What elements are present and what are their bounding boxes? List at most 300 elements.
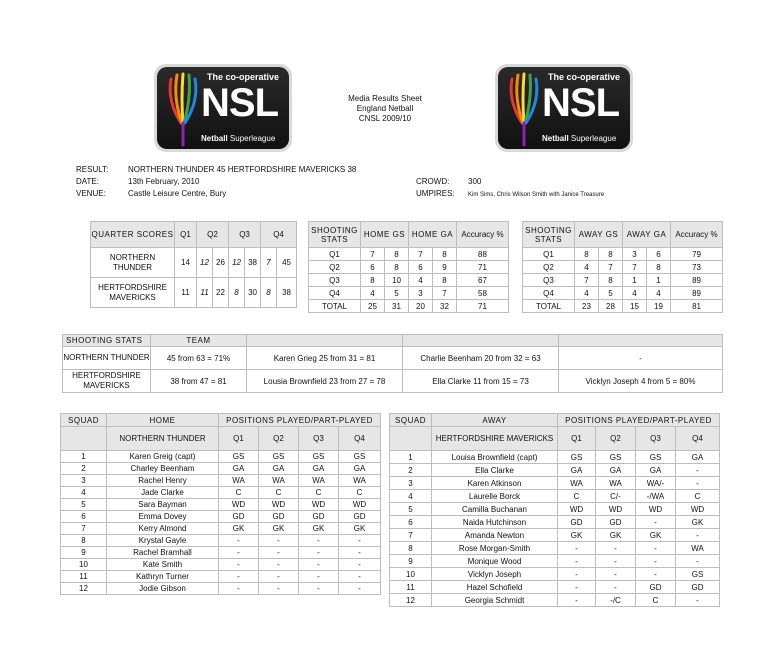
logo-main-text: NSL xyxy=(201,81,278,125)
table-cell: 7 xyxy=(575,274,599,287)
table-row xyxy=(309,287,509,300)
table-row xyxy=(309,261,509,274)
table-cell: 4 xyxy=(575,287,599,300)
stat-cell: Charlie Beenham 20 from 32 = 63 xyxy=(403,347,559,370)
table-cell: - xyxy=(676,464,720,477)
score-cell: 12 xyxy=(229,248,245,278)
table-cell: - xyxy=(339,559,381,571)
table-cell: 9 xyxy=(61,547,107,559)
table-cell: 3 xyxy=(623,248,647,261)
table-cell: 3 xyxy=(61,475,107,487)
table-row xyxy=(63,370,723,393)
table-cell: 71 xyxy=(457,300,509,313)
crowd-label: CROWD: xyxy=(416,177,450,186)
table-cell: 4 xyxy=(575,261,599,274)
team-name: NORTHERN THUNDER xyxy=(91,248,175,278)
score-cell: 14 xyxy=(175,248,197,278)
table-cell: Kerry Almond xyxy=(107,523,219,535)
table-cell: Q1 xyxy=(309,248,361,261)
table-row xyxy=(61,571,381,583)
table-cell: 8 xyxy=(433,248,457,261)
table-row xyxy=(61,559,381,571)
table-cell: 5 xyxy=(61,499,107,511)
team-name: NORTHERN THUNDER xyxy=(63,347,151,370)
team-header: HERTFORDSHIRE MAVERICKS xyxy=(432,427,558,451)
table-cell: Karen Greig (capt) xyxy=(107,451,219,463)
table-cell: GS xyxy=(676,568,720,581)
table-cell: - xyxy=(676,594,720,607)
table-cell: Q2 xyxy=(523,261,575,274)
score-cell: 26 xyxy=(213,248,229,278)
table-cell: 7 xyxy=(623,261,647,274)
score-cell: 8 xyxy=(229,278,245,308)
table-cell: 28 xyxy=(599,300,623,313)
umpires-value: Kim Sims, Chris Wilson Smith with Janice Treasure xyxy=(468,192,605,198)
table-cell: WD xyxy=(299,499,339,511)
table-cell: 8 xyxy=(361,274,385,287)
score-cell: 11 xyxy=(175,278,197,308)
table-cell: GS xyxy=(636,451,676,464)
table-cell: Rachel Henry xyxy=(107,475,219,487)
table-cell: WA/- xyxy=(636,477,676,490)
table-row xyxy=(523,248,723,261)
table-cell: WA xyxy=(219,475,259,487)
table-row xyxy=(61,523,381,535)
table-cell: GA xyxy=(339,463,381,475)
logo-top-text: The co-operative xyxy=(206,72,279,82)
col-header: SQUAD xyxy=(390,414,432,427)
table-row xyxy=(91,278,297,308)
table-cell: GK xyxy=(299,523,339,535)
table-cell: Q3 xyxy=(309,274,361,287)
table-cell: 8 xyxy=(61,535,107,547)
col-header: POSITIONS PLAYED/PART-PLAYED xyxy=(219,414,381,427)
table-cell: 11 xyxy=(390,581,432,594)
team-name: HERTFORDSHIRE MAVERICKS xyxy=(63,370,151,393)
table-cell: 4 xyxy=(647,287,671,300)
table-row xyxy=(390,568,720,581)
result-value: NORTHERN THUNDER 45 HERTFORDSHIRE MAVERICKS 38 xyxy=(128,165,357,174)
table-cell: 10 xyxy=(390,568,432,581)
table-cell: 1 xyxy=(623,274,647,287)
table-cell: WA xyxy=(259,475,299,487)
table-row xyxy=(390,477,720,490)
stat-cell: 45 from 63 = 71% xyxy=(151,347,247,370)
table-row xyxy=(309,300,509,313)
home-squad-body xyxy=(61,451,381,595)
table-cell: - xyxy=(339,571,381,583)
table-cell: Vicklyn Joseph xyxy=(432,568,558,581)
table-cell: WA xyxy=(676,542,720,555)
title-line: Media Results Sheet xyxy=(348,94,422,103)
table-cell: WA xyxy=(596,477,636,490)
table-cell: 25 xyxy=(361,300,385,313)
col-header: AWAY GS xyxy=(575,222,623,248)
table-cell: WD xyxy=(636,503,676,516)
table-cell: GS xyxy=(596,451,636,464)
team-name: HERTFORDSHIRE MAVERICKS xyxy=(91,278,175,308)
away-shooting-table xyxy=(522,221,723,313)
table-cell: 2 xyxy=(390,464,432,477)
table-cell: - xyxy=(299,559,339,571)
table-cell: - xyxy=(558,542,596,555)
table-cell: C xyxy=(558,490,596,503)
table-cell: 7 xyxy=(61,523,107,535)
table-cell: - xyxy=(259,535,299,547)
table-cell: 7 xyxy=(390,529,432,542)
col-header: POSITIONS PLAYED/PART-PLAYED xyxy=(558,414,720,427)
table-cell: 8 xyxy=(390,542,432,555)
table-row xyxy=(390,581,720,594)
col-header: HOME GA xyxy=(409,222,457,248)
torch-icon xyxy=(163,71,203,149)
table-cell: - xyxy=(636,568,676,581)
table-cell: - xyxy=(636,516,676,529)
table-cell: WD xyxy=(558,503,596,516)
table-cell: 8 xyxy=(433,274,457,287)
logo-sub-text xyxy=(201,134,275,143)
stat-cell: Karen Grieg 25 from 31 = 81 xyxy=(247,347,403,370)
table-cell: WD xyxy=(219,499,259,511)
table-row xyxy=(309,274,509,287)
umpires-label: UMPIRES: xyxy=(416,189,455,198)
table-cell: - xyxy=(219,547,259,559)
table-cell: 89 xyxy=(671,287,723,300)
table-cell: WA xyxy=(558,477,596,490)
col-header: Q2 xyxy=(197,222,229,248)
table-row xyxy=(61,475,381,487)
score-cell: 11 xyxy=(197,278,213,308)
table-cell: GA xyxy=(299,463,339,475)
sheet-title xyxy=(300,94,470,124)
table-cell: WD xyxy=(676,503,720,516)
team-header: NORTHERN THUNDER xyxy=(107,427,219,451)
table-cell: 11 xyxy=(61,571,107,583)
table-cell: C xyxy=(339,487,381,499)
table-cell: Hazel Schofield xyxy=(432,581,558,594)
table-cell: - xyxy=(558,568,596,581)
table-row xyxy=(523,261,723,274)
stat-cell: Ella Clarke 11 from 15 = 73 xyxy=(403,370,559,393)
table-cell: - xyxy=(339,535,381,547)
table-cell: GD xyxy=(636,581,676,594)
table-cell: Charley Beenham xyxy=(107,463,219,475)
score-cell: 22 xyxy=(213,278,229,308)
col-header: HOME xyxy=(107,414,219,427)
table-cell: Jade Clarke xyxy=(107,487,219,499)
col-header: Accuracy % xyxy=(671,222,723,248)
table-cell: - xyxy=(596,581,636,594)
table-cell: GS xyxy=(299,451,339,463)
table-cell: GS xyxy=(339,451,381,463)
stat-cell: 38 from 47 = 81 xyxy=(151,370,247,393)
table-cell: 88 xyxy=(457,248,509,261)
result-label: RESULT: xyxy=(76,165,109,174)
home-shooting-table xyxy=(308,221,509,313)
table-cell: Q1 xyxy=(523,248,575,261)
table-cell: Louisa Brownfield (capt) xyxy=(432,451,558,464)
table-cell: 6 xyxy=(409,261,433,274)
table-row xyxy=(63,347,723,370)
logo-sub: Superleague xyxy=(570,134,617,143)
table-row xyxy=(61,499,381,511)
table-row xyxy=(390,503,720,516)
table-cell: 6 xyxy=(390,516,432,529)
table-cell: - xyxy=(596,555,636,568)
col-header: SHOOTING STATS xyxy=(63,335,151,347)
score-cell: 38 xyxy=(245,248,261,278)
table-cell: GA xyxy=(676,451,720,464)
table-cell: C xyxy=(636,594,676,607)
table-cell: Camilla Buchanan xyxy=(432,503,558,516)
table-cell: 7 xyxy=(433,287,457,300)
table-cell: GD xyxy=(219,511,259,523)
table-cell: GK xyxy=(676,516,720,529)
table-cell: - xyxy=(596,568,636,581)
table-cell: GA xyxy=(596,464,636,477)
table-cell: GD xyxy=(558,516,596,529)
table-cell: GD xyxy=(259,511,299,523)
col-header: Q3 xyxy=(229,222,261,248)
table-cell: - xyxy=(299,547,339,559)
score-cell: 8 xyxy=(261,278,277,308)
table-row xyxy=(61,511,381,523)
table-cell: 73 xyxy=(671,261,723,274)
score-cell: 45 xyxy=(277,248,297,278)
away-shooting-body xyxy=(523,248,723,313)
table-cell: 1 xyxy=(390,451,432,464)
table-cell: 3 xyxy=(409,287,433,300)
table-cell: 7 xyxy=(409,248,433,261)
stat-cell: Vicklyn Joseph 4 from 5 = 80% xyxy=(559,370,723,393)
table-row xyxy=(390,555,720,568)
col-header: Q2 xyxy=(259,427,299,451)
col-header: Q4 xyxy=(261,222,297,248)
stat-cell: - xyxy=(559,347,723,370)
quarter-scores-table xyxy=(90,221,297,308)
table-cell: WD xyxy=(259,499,299,511)
col-header: Q2 xyxy=(596,427,636,451)
table-cell: 6 xyxy=(61,511,107,523)
col-header: AWAY GA xyxy=(623,222,671,248)
table-cell: - xyxy=(558,581,596,594)
table-cell: - xyxy=(558,555,596,568)
table-row xyxy=(390,490,720,503)
table-cell: 9 xyxy=(433,261,457,274)
table-cell: C/- xyxy=(596,490,636,503)
col-header: TEAM xyxy=(151,335,247,347)
table-cell: TOTAL xyxy=(523,300,575,313)
table-cell: -/WA xyxy=(636,490,676,503)
table-row xyxy=(390,464,720,477)
table-cell: GS xyxy=(558,451,596,464)
table-cell: - xyxy=(219,583,259,595)
table-cell: Naida Hutchinson xyxy=(432,516,558,529)
title-line: England Netball xyxy=(356,104,414,113)
table-cell: 67 xyxy=(457,274,509,287)
table-cell: 7 xyxy=(361,248,385,261)
date-value: 13th February, 2010 xyxy=(128,177,200,186)
col-header: Q3 xyxy=(636,427,676,451)
table-cell: 10 xyxy=(61,559,107,571)
logo-brand: Netball xyxy=(201,134,228,143)
table-cell: Q4 xyxy=(523,287,575,300)
table-cell: WA xyxy=(299,475,339,487)
col-header: Q4 xyxy=(339,427,381,451)
table-cell: 23 xyxy=(575,300,599,313)
table-cell: 81 xyxy=(671,300,723,313)
title-line: CNSL 2009/10 xyxy=(358,114,412,123)
table-cell: Monique Wood xyxy=(432,555,558,568)
table-cell: Jodie Gibson xyxy=(107,583,219,595)
table-cell: - xyxy=(339,547,381,559)
table-row xyxy=(61,487,381,499)
table-cell: 8 xyxy=(385,248,409,261)
table-row xyxy=(61,583,381,595)
home-shooting-body xyxy=(309,248,509,313)
table-cell: GD xyxy=(339,511,381,523)
table-cell: - xyxy=(259,583,299,595)
table-cell: 5 xyxy=(599,287,623,300)
table-cell: 12 xyxy=(390,594,432,607)
team-shooting-table xyxy=(62,334,723,393)
table-cell: Q2 xyxy=(309,261,361,274)
table-cell: C xyxy=(299,487,339,499)
table-cell: GK xyxy=(596,529,636,542)
table-cell: 10 xyxy=(385,274,409,287)
table-cell: 7 xyxy=(599,261,623,274)
table-cell: Q4 xyxy=(309,287,361,300)
table-cell: Emma Dovey xyxy=(107,511,219,523)
table-cell: 3 xyxy=(390,477,432,490)
table-cell: 31 xyxy=(385,300,409,313)
col-header: AWAY xyxy=(432,414,558,427)
table-cell: WD xyxy=(596,503,636,516)
logo-sub: Superleague xyxy=(229,134,276,143)
score-cell: 7 xyxy=(261,248,277,278)
match-info xyxy=(76,164,356,200)
score-cell: 38 xyxy=(277,278,297,308)
table-cell: - xyxy=(299,571,339,583)
table-cell: C xyxy=(676,490,720,503)
table-row xyxy=(91,248,297,278)
table-cell: 15 xyxy=(623,300,647,313)
table-cell: GK xyxy=(219,523,259,535)
torch-icon xyxy=(504,71,544,149)
col-header: SHOOTING STATS xyxy=(523,222,575,248)
table-cell: GK xyxy=(558,529,596,542)
table-cell: 71 xyxy=(457,261,509,274)
table-cell: 8 xyxy=(385,261,409,274)
col-header: Q1 xyxy=(219,427,259,451)
table-cell: GK xyxy=(339,523,381,535)
table-row xyxy=(61,535,381,547)
table-cell: - xyxy=(676,555,720,568)
match-officials xyxy=(416,176,604,201)
date-label: DATE: xyxy=(76,177,99,186)
table-cell: - xyxy=(636,555,676,568)
table-cell: GS xyxy=(259,451,299,463)
score-cell: 12 xyxy=(197,248,213,278)
col-header: Q4 xyxy=(676,427,720,451)
table-cell: - xyxy=(219,571,259,583)
col-header: Q1 xyxy=(558,427,596,451)
table-cell: - xyxy=(219,535,259,547)
table-cell: -/C xyxy=(596,594,636,607)
table-cell: 8 xyxy=(647,261,671,274)
stat-cell: Lousia Brownfield 23 from 27 = 78 xyxy=(247,370,403,393)
table-cell: Rachel Bramhall xyxy=(107,547,219,559)
table-cell: - xyxy=(259,547,299,559)
table-cell: C xyxy=(219,487,259,499)
table-cell: Kathryn Turner xyxy=(107,571,219,583)
table-row xyxy=(390,594,720,607)
table-cell: 6 xyxy=(647,248,671,261)
table-cell: 8 xyxy=(599,274,623,287)
table-cell: - xyxy=(558,594,596,607)
table-row xyxy=(390,451,720,464)
table-cell: Amanda Newton xyxy=(432,529,558,542)
table-cell: GK xyxy=(259,523,299,535)
table-row xyxy=(523,274,723,287)
table-cell: 89 xyxy=(671,274,723,287)
table-cell: TOTAL xyxy=(309,300,361,313)
table-cell: 12 xyxy=(61,583,107,595)
home-squad-table xyxy=(60,413,381,595)
table-cell: - xyxy=(596,542,636,555)
table-cell: GD xyxy=(596,516,636,529)
table-cell: 4 xyxy=(361,287,385,300)
table-cell: - xyxy=(299,535,339,547)
table-cell: 2 xyxy=(61,463,107,475)
table-row xyxy=(61,451,381,463)
table-cell: GA xyxy=(259,463,299,475)
table-row xyxy=(390,542,720,555)
table-row xyxy=(309,248,509,261)
logo-main-text: NSL xyxy=(542,81,619,125)
venue-value: Castle Leisure Centre, Bury xyxy=(128,189,227,198)
table-cell: 4 xyxy=(409,274,433,287)
table-row xyxy=(61,547,381,559)
table-cell: Ella Clarke xyxy=(432,464,558,477)
table-row xyxy=(61,463,381,475)
col-header: Accuracy % xyxy=(457,222,509,248)
table-cell: 6 xyxy=(361,261,385,274)
score-cell: 30 xyxy=(245,278,261,308)
table-cell: - xyxy=(636,542,676,555)
table-cell: 4 xyxy=(390,490,432,503)
away-squad-body xyxy=(390,451,720,607)
table-cell: GD xyxy=(676,581,720,594)
nsl-logo-left xyxy=(154,64,292,152)
table-row xyxy=(523,300,723,313)
table-cell: 1 xyxy=(61,451,107,463)
table-cell: GA xyxy=(636,464,676,477)
table-cell: GK xyxy=(636,529,676,542)
table-cell: - xyxy=(219,559,259,571)
table-cell: C xyxy=(259,487,299,499)
table-cell: Sara Bayman xyxy=(107,499,219,511)
col-header: SHOOTING STATS xyxy=(309,222,361,248)
logo-top-text: The co-operative xyxy=(547,72,620,82)
col-header: HOME GS xyxy=(361,222,409,248)
col-header: Q1 xyxy=(175,222,197,248)
table-cell: Laurelle Borck xyxy=(432,490,558,503)
logo-brand: Netball xyxy=(542,134,569,143)
table-row xyxy=(390,529,720,542)
table-cell: 5 xyxy=(390,503,432,516)
table-cell: 8 xyxy=(599,248,623,261)
